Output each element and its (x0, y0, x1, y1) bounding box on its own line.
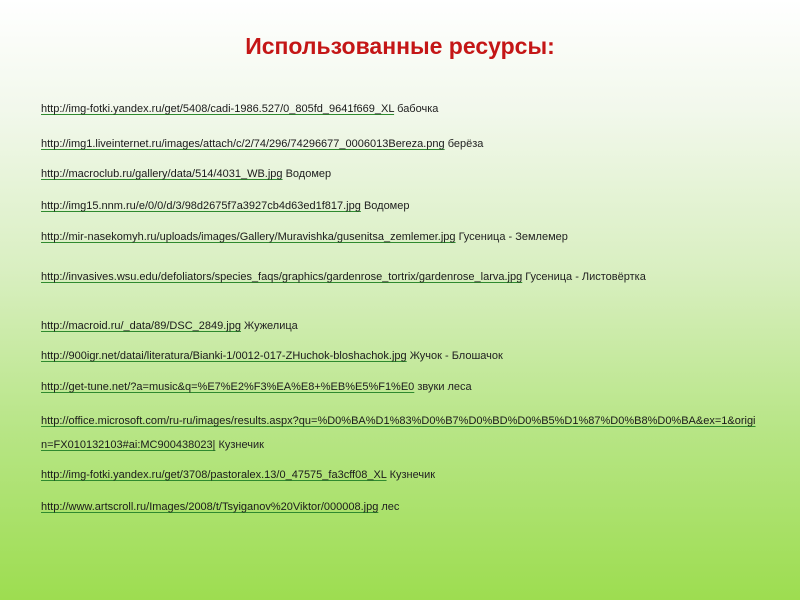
reference-link[interactable]: http://img1.liveinternet.ru/images/attach/c/2/74/296/74296677_0006013Bereza.png (41, 138, 445, 150)
reference-item (41, 498, 756, 516)
reference-label: Гусеница - Листовёртка (525, 271, 646, 283)
reference-item (41, 100, 756, 118)
reference-link[interactable]: http://900igr.net/datai/literatura/Bianki-1/0012-017-ZHuchok-bloshachok.jpg (41, 350, 407, 362)
reference-item (41, 317, 756, 335)
reference-label: Кузнечик (389, 469, 436, 481)
reference-link[interactable]: http://macroclub.ru/gallery/data/514/4031_WB.jpg (41, 168, 283, 180)
reference-label: Водомер (363, 200, 410, 212)
reference-item (41, 228, 756, 246)
reference-label: Кузнечик (218, 439, 264, 451)
slide-title: Использованные ресурсы: (245, 33, 555, 59)
reference-link[interactable]: http://img15.nnm.ru/e/0/0/d/3/98d2675f7a3927cb4d63ed1f817.jpg (41, 200, 361, 212)
reference-item (41, 165, 756, 183)
reference-label: Жужелица (244, 320, 298, 332)
reference-link[interactable]: http://office.microsoft.com/ru-ru/images/results.aspx?qu=%D0%BA%D1%83%D0%B7%D0%BD%D0%B5%D1%87%D0%B8%D0%BA&ex=1&origin=FX010132103#ai:MC900438023| (41, 415, 756, 451)
reference-label: Жучок - Блошачок (409, 350, 503, 362)
reference-label: Водомер (285, 168, 332, 180)
reference-item (41, 268, 756, 286)
reference-item (41, 347, 756, 365)
reference-link[interactable]: http://invasives.wsu.edu/defoliators/species_faqs/graphics/gardenrose_tortrix/gardenrose_larva.jpg (41, 271, 523, 283)
reference-link[interactable]: http://mir-nasekomyh.ru/uploads/images/Gallery/Muravishka/gusenitsa_zemlemer.jpg (41, 231, 456, 243)
reference-label: лес (381, 501, 400, 513)
reference-item (41, 197, 756, 215)
reference-label: звуки леса (417, 381, 472, 393)
reference-item (41, 409, 756, 457)
reference-item (41, 135, 756, 153)
reference-item (41, 378, 756, 396)
reference-link[interactable]: http://img-fotki.yandex.ru/get/3708/pastoralex.13/0_47575_fa3cff08_XL (41, 469, 387, 481)
reference-label: Гусеница - Землемер (458, 231, 568, 243)
reference-link[interactable]: http://get-tune.net/?a=music&q=%E7%E2%F3%EA%E8+%EB%E5%F1%E0 (41, 381, 415, 393)
reference-link[interactable]: http://www.artscroll.ru/Images/2008/t/Tsyiganov%20Viktor/000008.jpg (41, 501, 379, 513)
reference-label: бабочка (397, 103, 439, 115)
reference-label: берёза (447, 138, 484, 150)
reference-link[interactable]: http://macroid.ru/_data/89/DSC_2849.jpg (41, 320, 241, 332)
reference-link[interactable]: http://img-fotki.yandex.ru/get/5408/cadi-1986.527/0_805fd_9641f669_XL (41, 103, 395, 115)
reference-item (41, 466, 756, 484)
